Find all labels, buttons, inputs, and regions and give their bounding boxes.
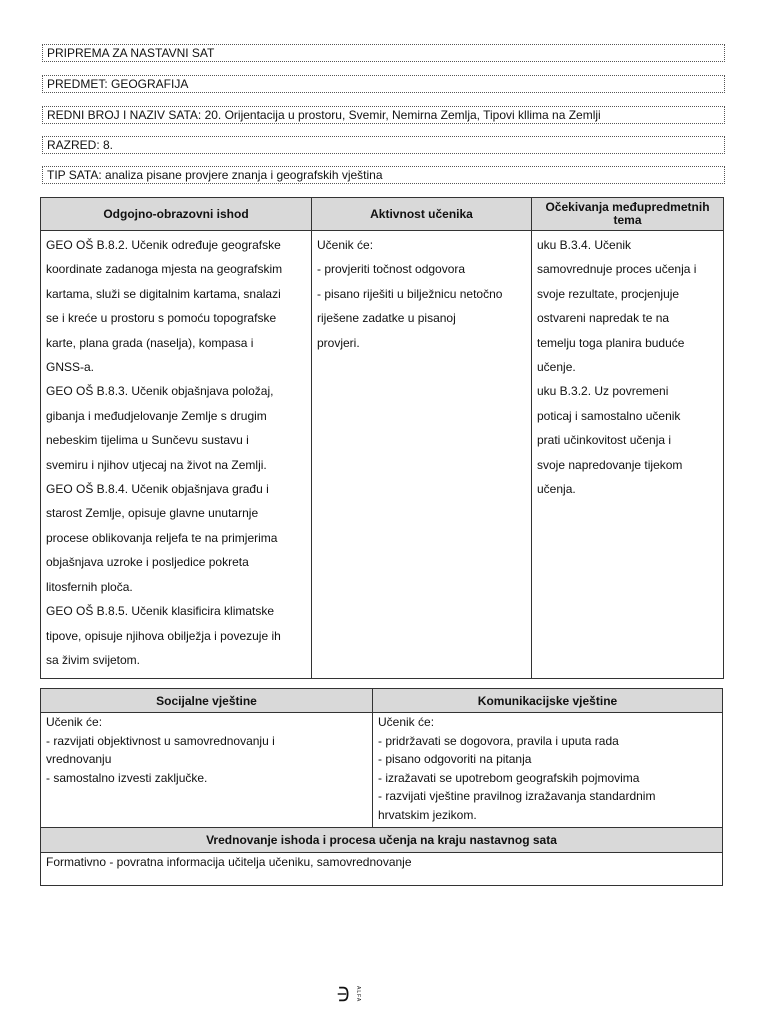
text-line: GNSS-a. (46, 360, 95, 375)
activity-header: Aktivnost učenika (312, 198, 532, 231)
lesson-type-field: TIP SATA: analiza pisane provjere znanja i geografskih vještina (42, 166, 725, 184)
text-line: uku B.3.2. Uz povremeni (537, 384, 669, 399)
text-line: - razvijati vještine pravilnog izražavanja standardnim (378, 789, 656, 804)
text-line: - pisano riješiti u bilježnicu netočno (317, 286, 503, 301)
text-line: vrednovanju (46, 752, 112, 767)
text-line: učenje. (537, 360, 576, 375)
text-line: učenja. (537, 482, 576, 497)
outcomes-table (40, 197, 724, 679)
cross-curricular-cell (532, 231, 724, 679)
text-line: svoje rezultate, procjenjuje (537, 286, 680, 301)
evaluation-cell: Formativno - povratna informacija učitelja učeniku, samovrednovanje (41, 852, 723, 885)
grade-field: RAZRED: 8. (42, 136, 725, 154)
text-line: nebeskim tijelima u Sunčevu sustavu i (46, 433, 249, 448)
lesson-number-name-field: REDNI BROJ I NAZIV SATA: 20. Orijentacija u prostoru, Svemir, Nemirna Zemlja, Tipovi kllima na Zemlji (42, 106, 725, 124)
text-line: ostvareni napredak te na (537, 311, 670, 326)
text-line: - pisano odgovoriti na pitanja (378, 752, 532, 767)
text-line: poticaj i samostalno učenik (537, 408, 681, 423)
text-line: - samostalno izvesti zaključke. (46, 770, 208, 785)
evaluation-header: Vrednovanje ishoda i procesa učenja na kraju nastavnog sata (41, 827, 723, 852)
text-line: procese oblikovanja reljefa te na primjerima (46, 530, 278, 545)
text-line: uku B.3.4. Učenik (537, 238, 632, 252)
text-line: litosfernih ploča. (46, 579, 133, 594)
text-line: starost Zemlje, opisuje glavne unutarnje (46, 506, 259, 521)
alfa-logo-icon (337, 983, 361, 1005)
text-line: tipove, opisuje njihova obilježja i povezuje ih (46, 628, 281, 643)
cross-curricular-header: Očekivanja međupredmetnih tema (532, 198, 724, 231)
text-line: Učenik će: (317, 238, 374, 252)
text-line: - pridržavati se dogovora, pravila i uputa rada (378, 733, 619, 748)
text-line: provjeri. (317, 335, 360, 350)
text-line: GEO OŠ B.8.2. Učenik određuje geografske (46, 238, 281, 252)
text-line: svemiru i njihov utjecaj na život na Zemlji. (46, 457, 267, 472)
text-line: prati učinkovitost učenja i (537, 433, 672, 448)
text-line: riješene zadatke u pisanoj (317, 311, 456, 326)
text-line: se i kreće u prostoru s pomoću topografske (46, 311, 277, 326)
text-line: hrvatskim jezikom. (378, 807, 477, 822)
text-line: Učenik će: (46, 715, 103, 729)
text-line: gibanja i međudjelovanje Zemlje s drugim (46, 408, 267, 423)
text-line: GEO OŠ B.8.4. Učenik objašnjava građu i (46, 482, 269, 497)
communication-skills-header: Komunikacijske vještine (373, 689, 723, 713)
text-line: - razvijati objektivnost u samovrednovanju i (46, 733, 275, 748)
text-line: samovrednuje proces učenja i (537, 262, 697, 277)
alfa-logo-text: ALFA (355, 985, 361, 1003)
text-line: temelju toga planira buduće (537, 335, 685, 350)
lesson-prep-title: PRIPREMA ZA NASTAVNI SAT (42, 44, 725, 62)
text-line: sa živim svijetom. (46, 652, 141, 667)
subject-field: PREDMET: GEOGRAFIJA (42, 75, 725, 93)
text-line: karte, plana grada (naselja), kompasa i (46, 335, 254, 350)
activity-cell (312, 231, 532, 679)
text-line: objašnjava uzroke i posljedice pokreta (46, 555, 249, 570)
text-line: - provjeriti točnost odgovora (317, 262, 466, 277)
text-line: GEO OŠ B.8.3. Učenik objašnjava položaj, (46, 384, 274, 399)
alfa-logo-mark (337, 983, 354, 1005)
text-line: koordinate zadanoga mjesta na geografskim (46, 262, 283, 277)
text-line: - izražavati se upotrebom geografskih pojmovima (378, 770, 640, 785)
text-line: svoje napredovanje tijekom (537, 457, 683, 472)
text-line: GEO OŠ B.8.5. Učenik klasificira klimatske (46, 604, 275, 619)
social-skills-header: Socijalne vještine (41, 689, 373, 713)
outcomes-header: Odgojno-obrazovni ishod (41, 198, 312, 231)
text-line: kartama, služi se digitalnim kartama, snalazi (46, 286, 281, 301)
skills-table (40, 688, 723, 886)
outcomes-cell (41, 231, 312, 679)
social-skills-cell (41, 713, 373, 828)
text-line: Učenik će: (378, 715, 435, 729)
communication-skills-cell (373, 713, 723, 828)
